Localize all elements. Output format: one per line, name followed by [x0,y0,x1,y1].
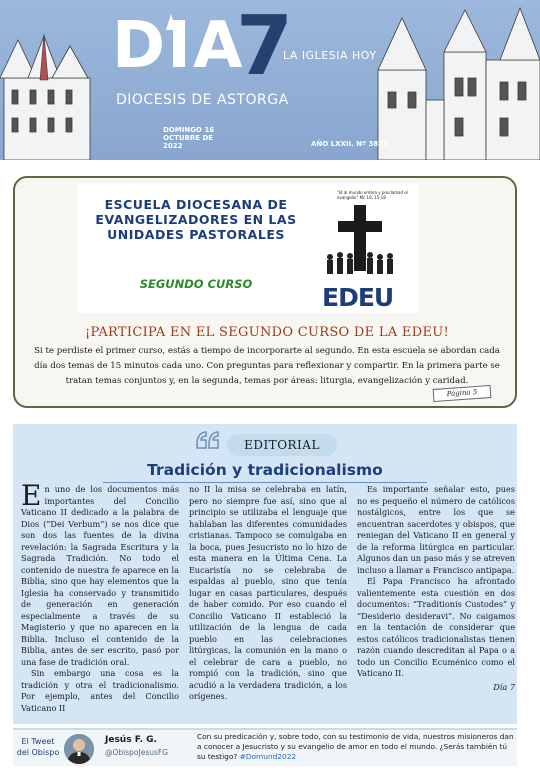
poster-brand: EDEU [322,283,394,312]
title-rule [103,482,427,483]
avatar [64,734,94,764]
editorial-signature: Día 7 [493,681,515,692]
bishop-tweet [13,728,517,766]
editorial-title: Tradición y tradicionalismo [147,461,383,479]
masthead [0,0,540,160]
issue-date: DOMINGO 16 OCTUBRE DE 2022 [163,126,215,150]
drop-cap: E [21,479,42,512]
masthead-subtitle: LA IGLESIA HOY [283,49,377,62]
tweet-hashtag[interactable]: #Domund2022 [239,752,297,761]
editorial-paragraph: El Papa Francisco ha afrontado valientemente esta cuestión en dos documentos: “Traditionis Custodes” y “Desiderio desideravi”. No caigamos en la tentación de considerar que estos católicos tradicionalistas tienen razón cuando descreditan al Papa o a todo un Concilio Ecuménico como el Vaticano II. [357,576,515,678]
feature-box [13,176,517,408]
tweet-section-label: El Tweet del Obispo [16,737,60,757]
tweet-author-handle[interactable]: @ObispoJesusFG [105,748,169,757]
editorial-column-1 [21,479,179,714]
issue-number: AÑO LXXII. Nº 3825 [311,140,388,148]
editorial-section [13,424,517,724]
edeu-poster [78,183,418,313]
paragraph-text: n uno de los documentos más importantes del Concilio Vaticano II dedicado a la palabra de Dios (“Dei Verbum”) se nos dice que son dos las fuentes de la divina revelación: la Sagrada Escritura y la Sagrada Tradición. No todo el contenido de nuestra fe aparece en la Biblia, sino que hay elementos que la Iglesia ha conservado y transmitido de generación en generación especialmente a través de su Magisterio y que no aparecen en la Biblia. Incluso el contenido de la Biblia, antes de ser escrito, pasó por una fase de tradición oral. [21,484,179,667]
editorial-tag: EDITORIAL [227,434,337,456]
poster-title: ESCUELA DIOCESANA DE EVANGELIZADORES EN LAS UNIDADES PASTORALES [95,197,297,242]
cross-with-people-icon [318,195,408,290]
editorial-paragraph: no II la misa se celebraba en latín, pero no siempre fue así, sino que al principio se utilizaba el lenguaje que hablaban las diferentes comunidades cristianas. Tampoco se comulgaba en la boca, pues Jesucristo no lo hizo de esta manera en la Última Cena. La Eucaristía no se celebraba de espaldas al pueblo, sino que tenía lugar en casas particulares, después de haber comido. Por eso cuando el Concilio Vaticano II estableció la utilización de la lengua de cada pueblo en las celebraciones litúrgicas, la comunión en la mano o el celebrar de cara a pueblo, no rompió con la tradición, sino que acudió a la verdadera tradición, a los orígenes. [189,484,347,701]
editorial-column-2 [189,484,347,703]
quote-mark-icon [195,430,221,450]
masthead-title: DIA [112,9,245,83]
tweet-body: Con su predicación y, sobre todo, con su testimonio de vida, nuestros misioneros dan a conocer a Jesucristo y su evangelio de amor en todo el mundo. ¿Serás también tú su testigo? [197,732,514,761]
page-reference-tag: Página 5 [433,385,492,402]
feature-headline: ¡PARTICIPA EN EL SEGUNDO CURSO DE LA EDEU! [84,325,450,340]
poster-quote: "Id al mundo entero y proclamad el evangelio" Mc 16, 15-18 [337,190,408,200]
masthead-diocese: DIOCESIS DE ASTORGA [116,92,289,108]
editorial-paragraph: Es importante señalar esto, pues no es pequeño el número de católicos nostálgicos, entre los que se encuentran sacerdotes y obispos, que reniegan del Vaticano II en general y de la reforma litúrgica en particular. Algunos dan un paso más y se atreven incluso a llamar a Francisco antipapa. [357,484,515,575]
editorial-paragraph: Sin embargo una cosa es la tradición y otra el tradicionalismo. Por ejemplo, antes del Concilio Vaticano II [21,668,179,713]
feature-body: Si te perdiste el primer curso, estás a tiempo de incorporarte al segundo. En esta escuela se abordan cada día dos temas de 15 minutos cada uno. Con preguntas para reflexionar y compartir. En la primera parte se tratan temas conjuntos y, en la segunda, temas por áreas: liturgia, evangelización y caridad. [34,346,500,386]
tweet-text [197,732,515,762]
tweet-author-name: Jesús F. G. [105,735,157,745]
editorial-column-3 [357,484,515,693]
editorial-columns [13,479,517,720]
editorial-paragraph [21,479,179,668]
bishop-portrait-icon [64,734,94,764]
masthead-number: 7 [236,0,294,94]
poster-course: SEGUNDO CURSO [139,277,253,291]
